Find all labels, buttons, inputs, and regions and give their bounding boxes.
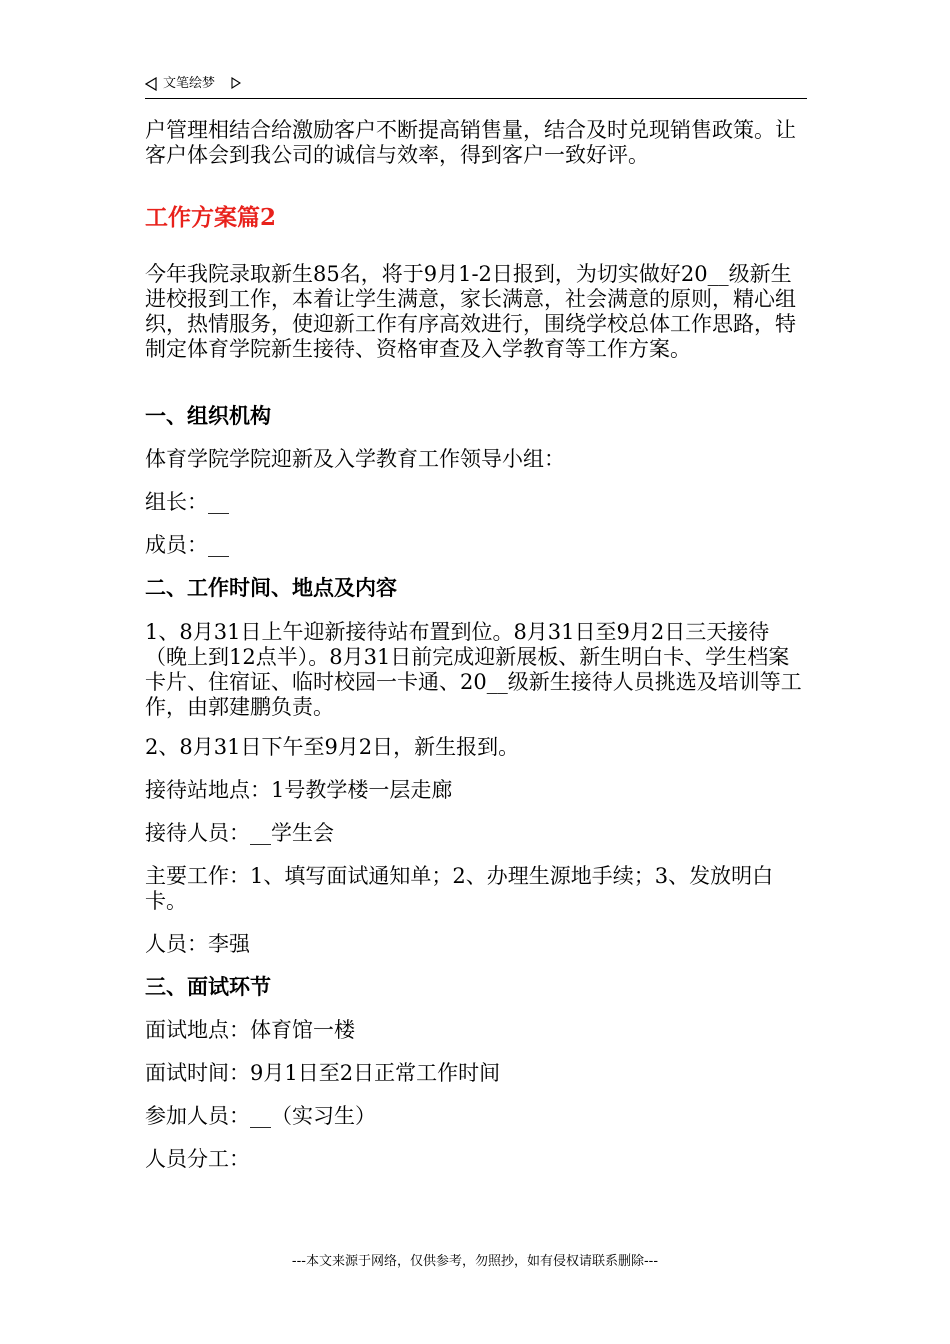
paragraph-1: 今年我院录取新生85名，将于9月1-2日报到，为切实做好20__级新生进校报到工作，本着让学生满意，家长满意，社会满意的原则，精心组织，热情服务，使迎新工作有序高效进行，围绕学校总体工作思路，特制定体育学院新生接待、资格审查及入学教育等工作方案。 xyxy=(145,262,796,361)
heading-organization: 一、组织机构 xyxy=(145,404,271,428)
paragraph-11: 面试地点：体育馆一楼 xyxy=(145,1018,355,1042)
intro-paragraph: 户管理相结合给激励客户不断提高销售量，结合及时兑现销售政策。让客户体会到我公司的诚信与效率，得到客户一致好评。 xyxy=(145,118,796,167)
paragraph-12: 面试时间：9月1日至2日正常工作时间 xyxy=(145,1061,501,1085)
heading-interview: 三、面试环节 xyxy=(145,975,271,999)
paragraph-2: 体育学院学院迎新及入学教育工作领导小组： xyxy=(145,447,565,471)
section-title: 工作方案篇2 xyxy=(145,204,277,231)
paragraph-10: 人员：李强 xyxy=(145,932,250,956)
paragraph-7: 接待站地点：1号教学楼一层走廊 xyxy=(145,778,453,802)
paragraph-9: 主要工作：1、填写面试通知单；2、办理生源地手续；3、发放明白卡。 xyxy=(145,864,774,913)
triangle-left-icon xyxy=(145,77,157,91)
paragraph-8: 接待人员：__学生会 xyxy=(145,821,334,845)
paragraph-14: 人员分工： xyxy=(145,1147,250,1171)
paragraph-6: 2、8月31日下午至9月2日，新生报到。 xyxy=(145,735,520,759)
paragraph-13: 参加人员：__（实习生） xyxy=(145,1104,376,1128)
page-header xyxy=(145,74,807,99)
header-brand: 文笔绘梦 xyxy=(163,76,216,91)
paragraph-5: 1、8月31日上午迎新接待站布置到位。8月31日至9月2日三天接待（晚上到12点半）。8月31日前完成迎新展板、新生明白卡、学生档案卡片、住宿证、临时校园一卡通、20__级新生接待人员挑选及培训等工作，由郭建鹏负责。 xyxy=(145,620,802,719)
paragraph-4: 成员：__ xyxy=(145,533,229,557)
heading-time-place: 二、工作时间、地点及内容 xyxy=(145,576,397,600)
triangle-right-icon xyxy=(231,77,241,89)
paragraph-3: 组长：__ xyxy=(145,490,229,514)
page-footer: ---本文来源于网络，仅供参考，勿照抄，如有侵权请联系删除--- xyxy=(291,1254,659,1269)
